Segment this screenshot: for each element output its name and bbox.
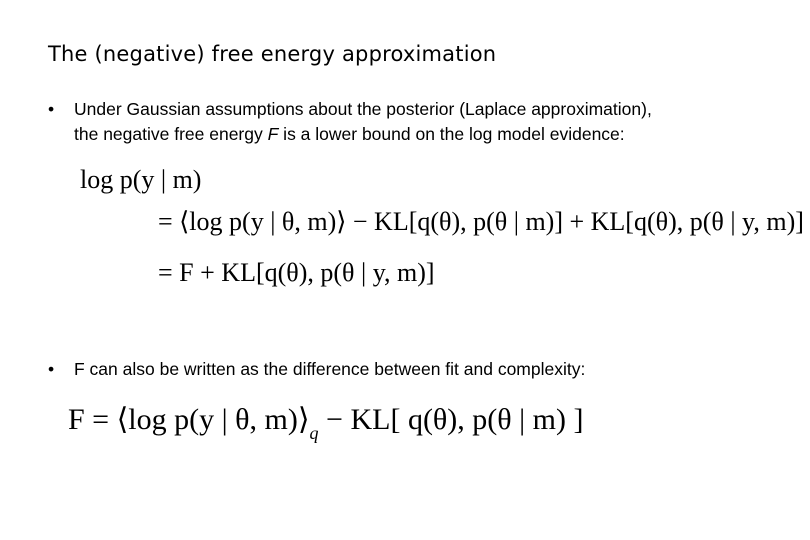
equation-decomposition: = ⟨log p(y | θ, m)⟩ − KL[q(θ), p(θ | m)] + KL[q(θ), p(θ | y, m)]	[158, 207, 804, 236]
bullet-2-text: F can also be written as the difference between fit and complexity:	[74, 359, 586, 379]
bullet-icon: •	[48, 359, 55, 379]
equation-subscript-q: q	[309, 423, 319, 443]
bullet-1-line-2	[74, 122, 625, 147]
bullet-point-2	[48, 357, 788, 382]
equation-log-evidence: log p(y | m)	[80, 165, 202, 194]
bullet-1-line-2-before: the negative free energy	[74, 124, 268, 144]
equation-free-energy-definition	[68, 402, 583, 444]
equation-accuracy-term: F = ⟨log p(y | θ, m)⟩	[68, 403, 310, 436]
bullet-icon: •	[48, 99, 55, 119]
bullet-1-line-1: Under Gaussian assumptions about the posterior (Laplace approximation),	[74, 99, 652, 119]
bullet-1-variable-F: F	[267, 124, 279, 144]
bullet-1-line-2-after: is a lower bound on the log model evidence:	[278, 124, 625, 144]
equation-free-energy-bound: = F + KL[q(θ), p(θ | y, m)]	[158, 258, 435, 287]
equation-complexity-term: − KL[ q(θ), p(θ | m) ]	[318, 403, 584, 436]
slide-title: The (negative) free energy approximation	[48, 42, 497, 66]
bullet-point-1	[48, 97, 788, 147]
